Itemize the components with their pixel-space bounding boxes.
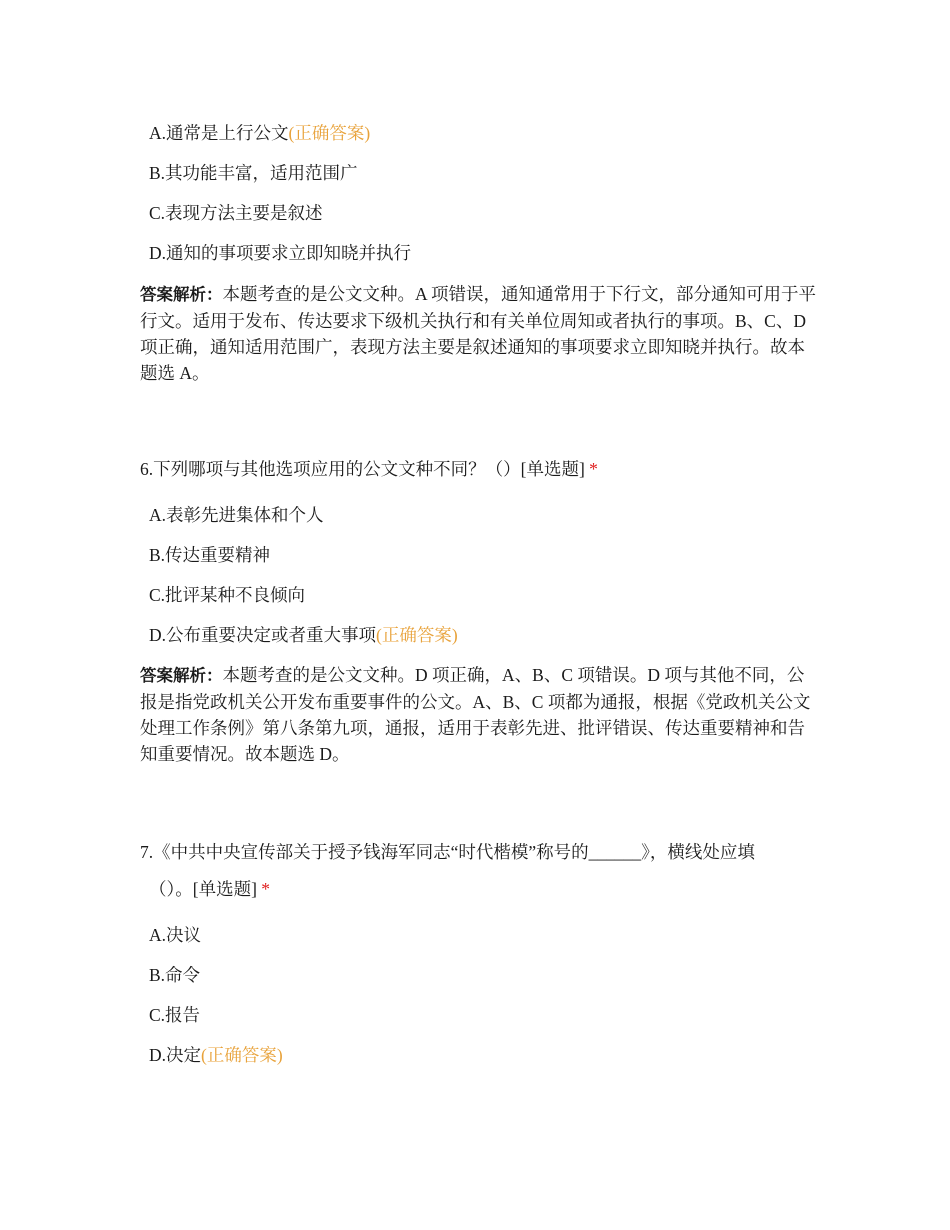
option-text: A.决议 <box>149 925 202 945</box>
q5-option-d <box>149 242 411 264</box>
analysis-label: 答案解析： <box>140 285 223 304</box>
q6-option-b <box>149 544 270 566</box>
q7-title-continued <box>149 878 270 900</box>
q7-title <box>140 841 755 863</box>
q6-option-a <box>149 504 324 526</box>
q5-option-a <box>149 122 370 144</box>
question-text: （）。[单选题] <box>149 879 257 899</box>
q7-option-c <box>149 1004 200 1026</box>
required-marker: * <box>589 459 598 479</box>
option-text: A.通常是上行公文 <box>149 123 289 143</box>
analysis-text: 本题考查的是公文文种。D 项正确，A、B、C 项错误。D 项与其他不同，公报是指党政机关公开发布重要事件的公文。A、B、C 项都为通报，根据《党政机关公文处理工作条例》第八条第九项，通报，适用于表彰先进、批评错误、传达重要精神和告知重要情况。故本题选 D。 <box>140 665 811 764</box>
correct-answer-mark: (正确答案) <box>376 625 458 645</box>
q6-analysis <box>140 662 820 767</box>
option-text: B.其功能丰富，适用范围广 <box>149 163 358 183</box>
q7-option-a <box>149 924 201 946</box>
q5-option-b <box>149 162 358 184</box>
option-text: C.报告 <box>149 1005 201 1025</box>
q5-analysis <box>140 281 820 386</box>
option-text: C.表现方法主要是叙述 <box>149 203 323 223</box>
q6-option-d <box>149 624 458 646</box>
q5-option-c <box>149 202 323 224</box>
analysis-label: 答案解析： <box>140 666 223 685</box>
q6-title <box>140 458 598 480</box>
correct-answer-mark: (正确答案) <box>288 123 371 143</box>
option-text: D.决定 <box>149 1045 202 1065</box>
q6-option-c <box>149 584 305 606</box>
analysis-text: 本题考查的是公文文种。A 项错误，通知通常用于下行文，部分通知可用于平行文。适用于发布、传达要求下级机关执行和有关单位周知或者执行的事项。B、C、D 项正确，通知适用范围广，表现方法主要是叙述通知的事项要求立即知晓并执行。故本题选 A。 <box>140 284 817 383</box>
q7-option-b <box>149 964 200 986</box>
correct-answer-mark: (正确答案) <box>201 1045 283 1065</box>
option-text: B.传达重要精神 <box>149 545 271 565</box>
question-text: 7.《中共中央宣传部关于授予钱海军同志“时代楷模”称号的______》，横线处应填 <box>140 842 755 862</box>
option-text: A.表彰先进集体和个人 <box>149 505 324 525</box>
option-text: D.公布重要决定或者重大事项 <box>149 625 377 645</box>
required-marker: * <box>261 879 271 899</box>
question-text: 6.下列哪项与其他选项应用的公文文种不同？（）[单选题] <box>140 459 585 479</box>
q7-option-d <box>149 1044 283 1066</box>
option-text: D.通知的事项要求立即知晓并执行 <box>149 243 412 263</box>
option-text: C.批评某种不良倾向 <box>149 585 306 605</box>
option-text: B.命令 <box>149 965 201 985</box>
